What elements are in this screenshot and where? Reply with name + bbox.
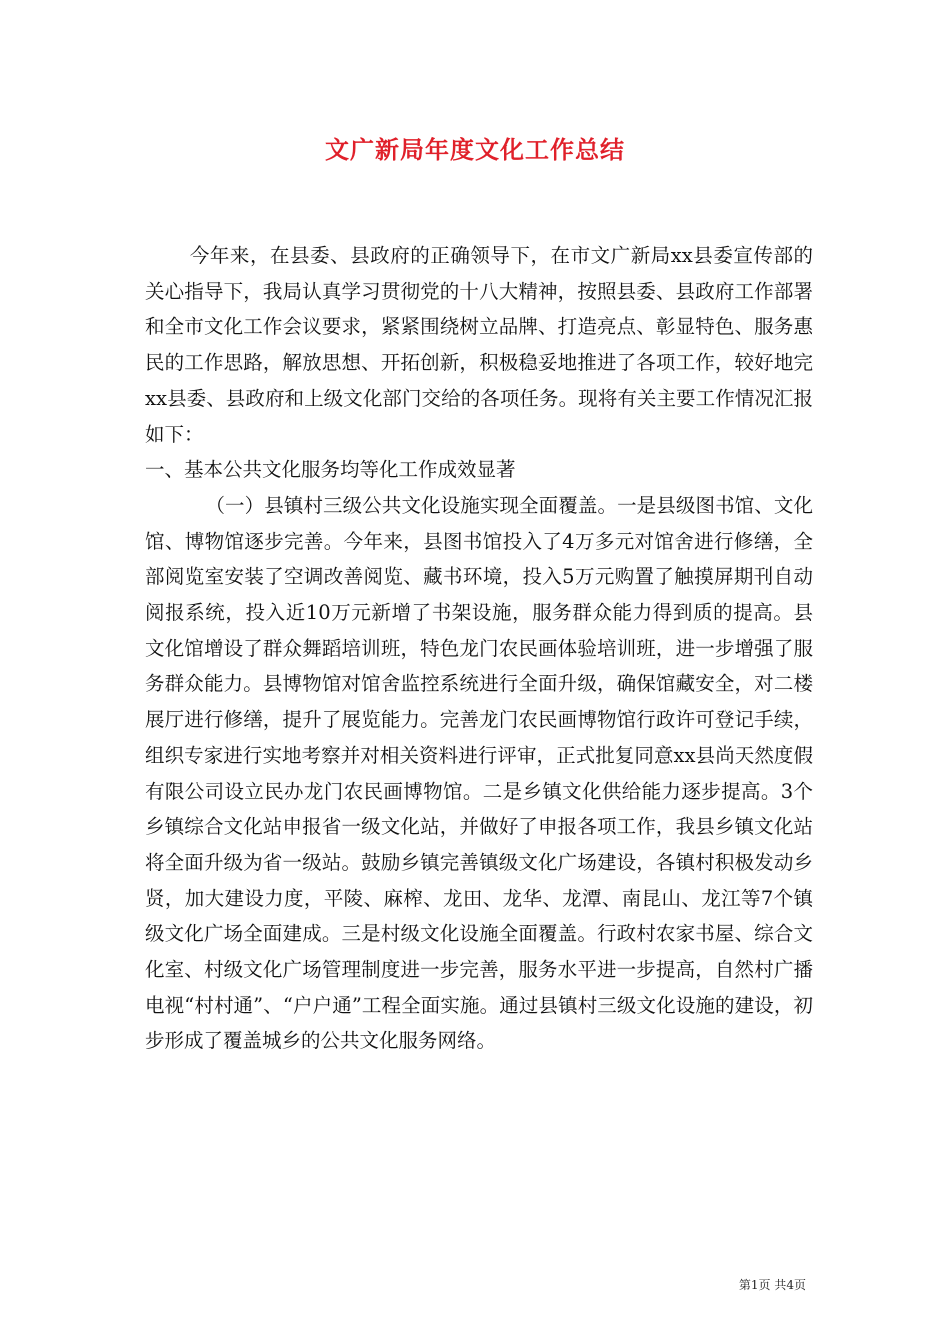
page-suffix: 页 xyxy=(793,1278,806,1292)
intro-paragraph: 今年来，在县委、县政府的正确领导下，在市文广新局xx县委宣传部的关心指导下，我局认真学习贯彻党的十八大精神，按照县委、县政府工作部署和全市文化工作会议要求，紧紧围绕树立品牌、打造亮点、彰显特色、服务惠民的工作思路，解放思想、开拓创新，积极稳妥地推进了各项工作，较好地完xx县委、县政府和上级文化部门交给的各项任务。现将有关主要工作情况汇报如下： xyxy=(145,244,813,446)
section-paragraph: （一）县镇村三级公共文化设施实现全面覆盖。一是县级图书馆、文化馆、博物馆逐步完善。今年来，县图书馆投入了4万多元对馆舍进行修缮，全部阅览室安装了空调改善阅览、藏书环境，投入5万元购置了触摸屏期刊自动阅报系统，投入近10万元新增了书架设施，服务群众能力得到质的提高。县文化馆增设了群众舞蹈培训班，特色龙门农民画体验培训班，进一步增强了服务群众能力。县博物馆对馆舍监控系统进行全面升级，确保馆藏安全，对二楼展厅进行修缮，提升了展览能力。完善龙门农民画博物馆行政许可登记手续，组织专家进行实地考察并对相关资料进行评审，正式批复同意xx县尚天然度假有限公司设立民办龙门农民画博物馆。二是乡镇文化供给能力逐步提高。3个乡镇综合文化站申报省一级文化站，并做好了申报各项工作，我县乡镇文化站将全面升级为省一级站。鼓励乡镇完善镇级文化广场建设，各镇村积极发动乡贤，加大建设力度，平陵、麻榨、龙田、龙华、龙潭、南昆山、龙江等7个镇级文化广场全面建成。三是村级文化设施全面覆盖。行政村农家书屋、综合文化室、村级文化广场管理制度进一步完善，服务水平进一步提高，自然村广播电视“村村通”、“户户通”工程全面实施。通过县镇村三级文化设施的建设，初步形成了覆盖城乡的公共文化服务网络。 xyxy=(145,493,813,1053)
page-title: 文广新局年度文化工作总结 xyxy=(325,135,625,164)
page-current: 1 xyxy=(750,1278,759,1292)
page-number-footer xyxy=(739,1276,806,1293)
page-prefix: 第 xyxy=(738,1278,751,1292)
page-total: 4 xyxy=(786,1278,794,1292)
section-heading: 一、基本公共文化服务均等化工作成效显著 xyxy=(145,458,516,482)
document-body xyxy=(145,238,813,1059)
page-middle: 页 共 xyxy=(758,1278,787,1292)
